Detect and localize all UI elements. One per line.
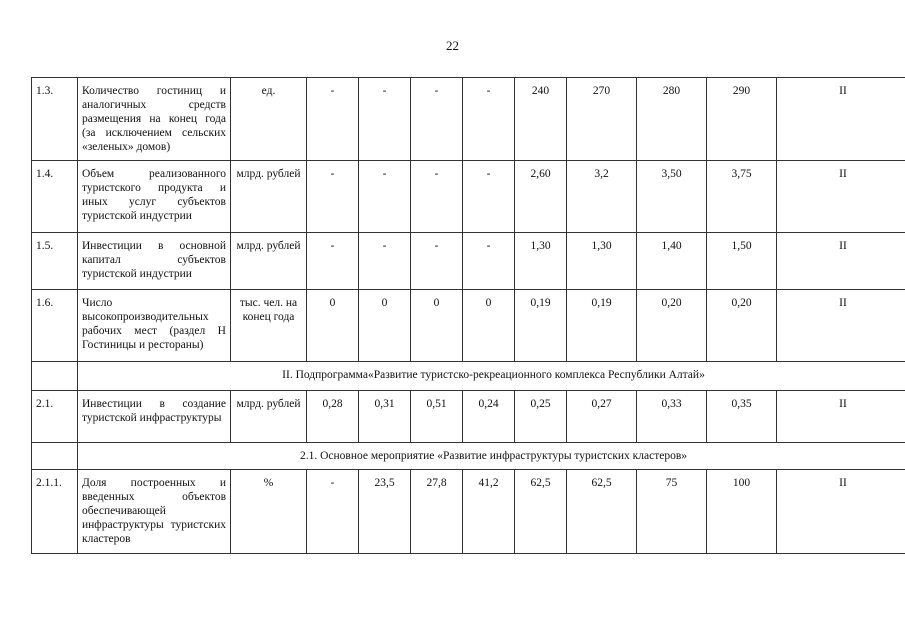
row-number: 1.6.: [32, 290, 78, 362]
value-cell: 0,19: [515, 290, 567, 362]
section-number-cell: [32, 443, 78, 470]
category-cell: II: [777, 391, 905, 443]
section-title: 2.1. Основное мероприятие «Развитие инфраструктуры туристских кластеров»: [78, 443, 905, 470]
value-cell: 2,60: [515, 161, 567, 233]
section-header-row: [32, 443, 905, 470]
category-cell: II: [777, 233, 905, 290]
row-number: 1.5.: [32, 233, 78, 290]
value-cell: -: [359, 161, 411, 233]
value-cell: 62,5: [515, 470, 567, 554]
value-cell: 0: [307, 290, 359, 362]
value-cell: 23,5: [359, 470, 411, 554]
category-cell: II: [777, 470, 905, 554]
indicator-name: Инвестиции в создание туристской инфраструктуры: [78, 391, 231, 443]
value-cell: -: [307, 78, 359, 161]
section-header-row: [32, 362, 905, 391]
value-cell: 0,51: [411, 391, 463, 443]
value-cell: 240: [515, 78, 567, 161]
value-cell: 75: [637, 470, 707, 554]
category-cell: II: [777, 161, 905, 233]
value-cell: 0: [463, 290, 515, 362]
value-cell: 270: [567, 78, 637, 161]
value-cell: 27,8: [411, 470, 463, 554]
value-cell: 0,20: [637, 290, 707, 362]
value-cell: 1,40: [637, 233, 707, 290]
value-cell: 62,5: [567, 470, 637, 554]
value-cell: 0,27: [567, 391, 637, 443]
unit-cell: ед.: [231, 78, 307, 161]
value-cell: 1,30: [515, 233, 567, 290]
value-cell: 1,30: [567, 233, 637, 290]
unit-cell: млрд. рублей: [231, 233, 307, 290]
value-cell: 0,28: [307, 391, 359, 443]
value-cell: -: [463, 233, 515, 290]
value-cell: 3,50: [637, 161, 707, 233]
value-cell: 3,75: [707, 161, 777, 233]
value-cell: 3,2: [567, 161, 637, 233]
value-cell: 0: [411, 290, 463, 362]
indicators-table: [31, 77, 905, 554]
unit-cell: млрд. рублей: [231, 391, 307, 443]
value-cell: -: [359, 233, 411, 290]
value-cell: -: [463, 161, 515, 233]
value-cell: 0,31: [359, 391, 411, 443]
value-cell: 1,50: [707, 233, 777, 290]
value-cell: 290: [707, 78, 777, 161]
value-cell: -: [463, 78, 515, 161]
row-number: 2.1.1.: [32, 470, 78, 554]
section-number-cell: [32, 362, 78, 391]
indicator-name: Объем реализованного туристского продукта и иных услуг субъектов туристской индустрии: [78, 161, 231, 233]
table-row: [32, 391, 905, 443]
value-cell: 41,2: [463, 470, 515, 554]
table-row: [32, 78, 905, 161]
value-cell: 0,19: [567, 290, 637, 362]
unit-cell: %: [231, 470, 307, 554]
indicator-name: Количество гостиниц и аналогичных средств размещения на конец года (за исключением сельских «зеленых» домов): [78, 78, 231, 161]
section-title: II. Подпрограмма«Развитие туристско-рекреационного комплекса Республики Алтай»: [78, 362, 905, 391]
value-cell: 0: [359, 290, 411, 362]
unit-cell: тыс. чел. на конец года: [231, 290, 307, 362]
value-cell: -: [307, 233, 359, 290]
value-cell: 0,24: [463, 391, 515, 443]
value-cell: 280: [637, 78, 707, 161]
value-cell: 0,25: [515, 391, 567, 443]
row-number: 1.3.: [32, 78, 78, 161]
row-number: 1.4.: [32, 161, 78, 233]
table-row: [32, 290, 905, 362]
value-cell: -: [411, 233, 463, 290]
category-cell: II: [777, 78, 905, 161]
row-number: 2.1.: [32, 391, 78, 443]
value-cell: -: [359, 78, 411, 161]
indicator-name: Число высокопроизводительных рабочих мест (раздел H Гостиницы и рестораны): [78, 290, 231, 362]
unit-cell: млрд. рублей: [231, 161, 307, 233]
page-number: 22: [446, 38, 459, 53]
value-cell: 100: [707, 470, 777, 554]
table-row: [32, 161, 905, 233]
table-row: [32, 470, 905, 554]
value-cell: 0,33: [637, 391, 707, 443]
category-cell: II: [777, 290, 905, 362]
value-cell: -: [307, 470, 359, 554]
value-cell: -: [411, 161, 463, 233]
value-cell: -: [411, 78, 463, 161]
table-row: [32, 233, 905, 290]
value-cell: -: [307, 161, 359, 233]
value-cell: 0,20: [707, 290, 777, 362]
indicator-name: Инвестиции в основной капитал субъектов туристской индустрии: [78, 233, 231, 290]
value-cell: 0,35: [707, 391, 777, 443]
indicator-name: Доля построенных и введенных объектов обеспечивающей инфраструктуры туристских кластеров: [78, 470, 231, 554]
